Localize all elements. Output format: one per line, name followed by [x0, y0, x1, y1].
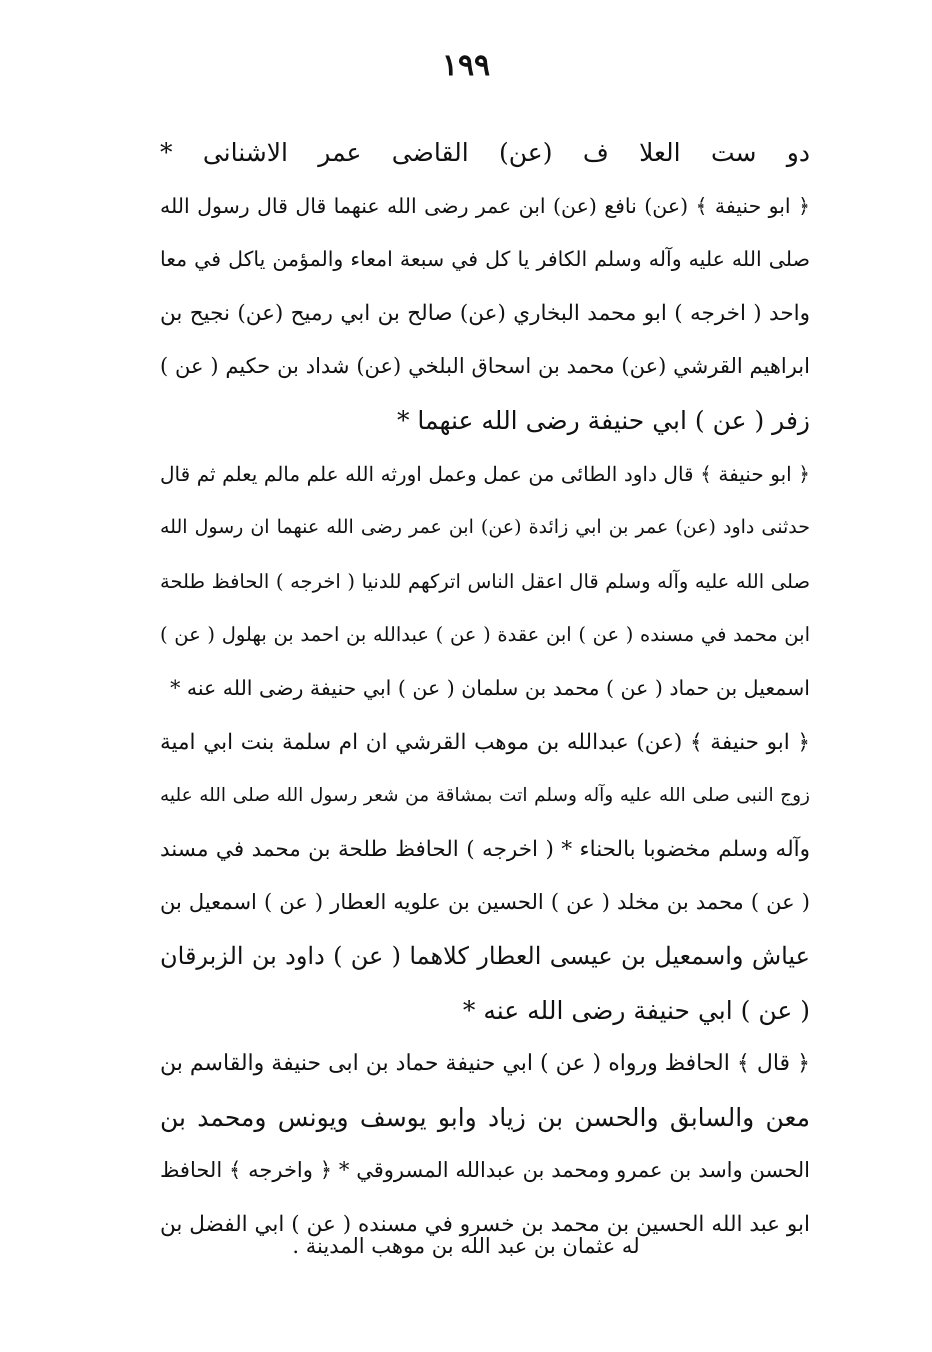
text-line: دو ست العلا ف (عن) القاضى عمر الاشنانى *: [160, 138, 810, 167]
text-line: ﴿ ابو حنيفة ﴾ (عن) عبدالله بن موهب القرشي ان ام سلمة بنت ابي امية: [160, 729, 810, 755]
text-line: ﴿ ابو حنيفة ﴾ قال داود الطائى من عمل وعمل اورثه الله علم مالم يعلم ثم قال: [160, 461, 810, 486]
text-line: اسمعيل بن حماد ( عن ) محمد بن سلمان ( عن ) ابي حنيفة رضى الله عنه *: [170, 675, 810, 700]
text-line: ابن محمد في مسنده ( عن ) ابن عقدة ( عن ) عبدالله بن احمد بن بهلول ( عن ): [160, 623, 810, 647]
text-line: ﴿ ابو حنيفة ﴾ (عن) نافع (عن) ابن عمر رضى الله عنهما قال قال رسول الله: [160, 193, 810, 218]
body-text: [160, 126, 810, 1251]
text-line: ( عن ) محمد بن مخلد ( عن ) الحسين بن علويه العطار ( عن ) اسمعيل بن: [160, 890, 810, 915]
text-line: معن والسابق والحسن بن زياد وابو يوسف ويونس ومحمد بن: [160, 1102, 810, 1132]
text-line: واحد ( اخرجه ) ابو محمد البخاري (عن) صالح بن ابي رميح (عن) نجيح بن: [160, 300, 810, 326]
text-line: وآله وسلم مخضوبا بالحناء * ( اخرجه ) الحافظ طلحة بن محمد في مسند: [160, 836, 810, 862]
text-line: زفر ( عن ) ابي حنيفة رضى الله عنهما *: [396, 405, 810, 435]
text-line: ( عن ) ابي حنيفة رضى الله عنه *: [462, 995, 810, 1025]
text-line: زوج النبى صلى الله عليه وآله وسلم اتت بمشاقة من شعر رسول الله صلى الله عليه: [160, 785, 810, 807]
text-line: ابو عبد الله الحسين بن محمد بن خسرو في مسنده ( عن ) ابي الفضل بن: [160, 1211, 810, 1237]
page-number: ١٩٩: [441, 48, 491, 83]
text-line: صلى الله عليه وآله وسلم الكافر يا كل في سبعة امعاء والمؤمن ياكل في معا: [160, 247, 810, 272]
text-line: صلى الله عليه وآله وسلم قال اعقل الناس اتركهم للدنيا ( اخرجه ) الحافظ طلحة: [160, 569, 810, 593]
text-line: الحسن واسد بن عمرو ومحمد بن عبدالله المسروقي * ﴿ واخرجه ﴾ الحافظ: [160, 1158, 810, 1183]
text-line: حدثنى داود (عن) عمر بن ابي زائدة (عن) ابن عمر رضى الله عنهما ان رسول الله: [160, 516, 810, 539]
footnote: له عثمان بن عبد الله بن موهب المدينة .: [292, 1234, 640, 1258]
text-line: ابراهيم القرشي (عن) محمد بن اسحاق البلخي (عن) شداد بن حكيم ( عن ): [160, 354, 810, 379]
text-line: ﴿ قال ﴾ الحافظ ورواه ( عن ) ابي حنيفة حماد بن ابى حنيفة والقاسم بن: [160, 1051, 810, 1077]
text-line: عياش واسمعيل بن عيسى العطار كلاهما ( عن ) داود بن الزبرقان: [160, 941, 810, 970]
